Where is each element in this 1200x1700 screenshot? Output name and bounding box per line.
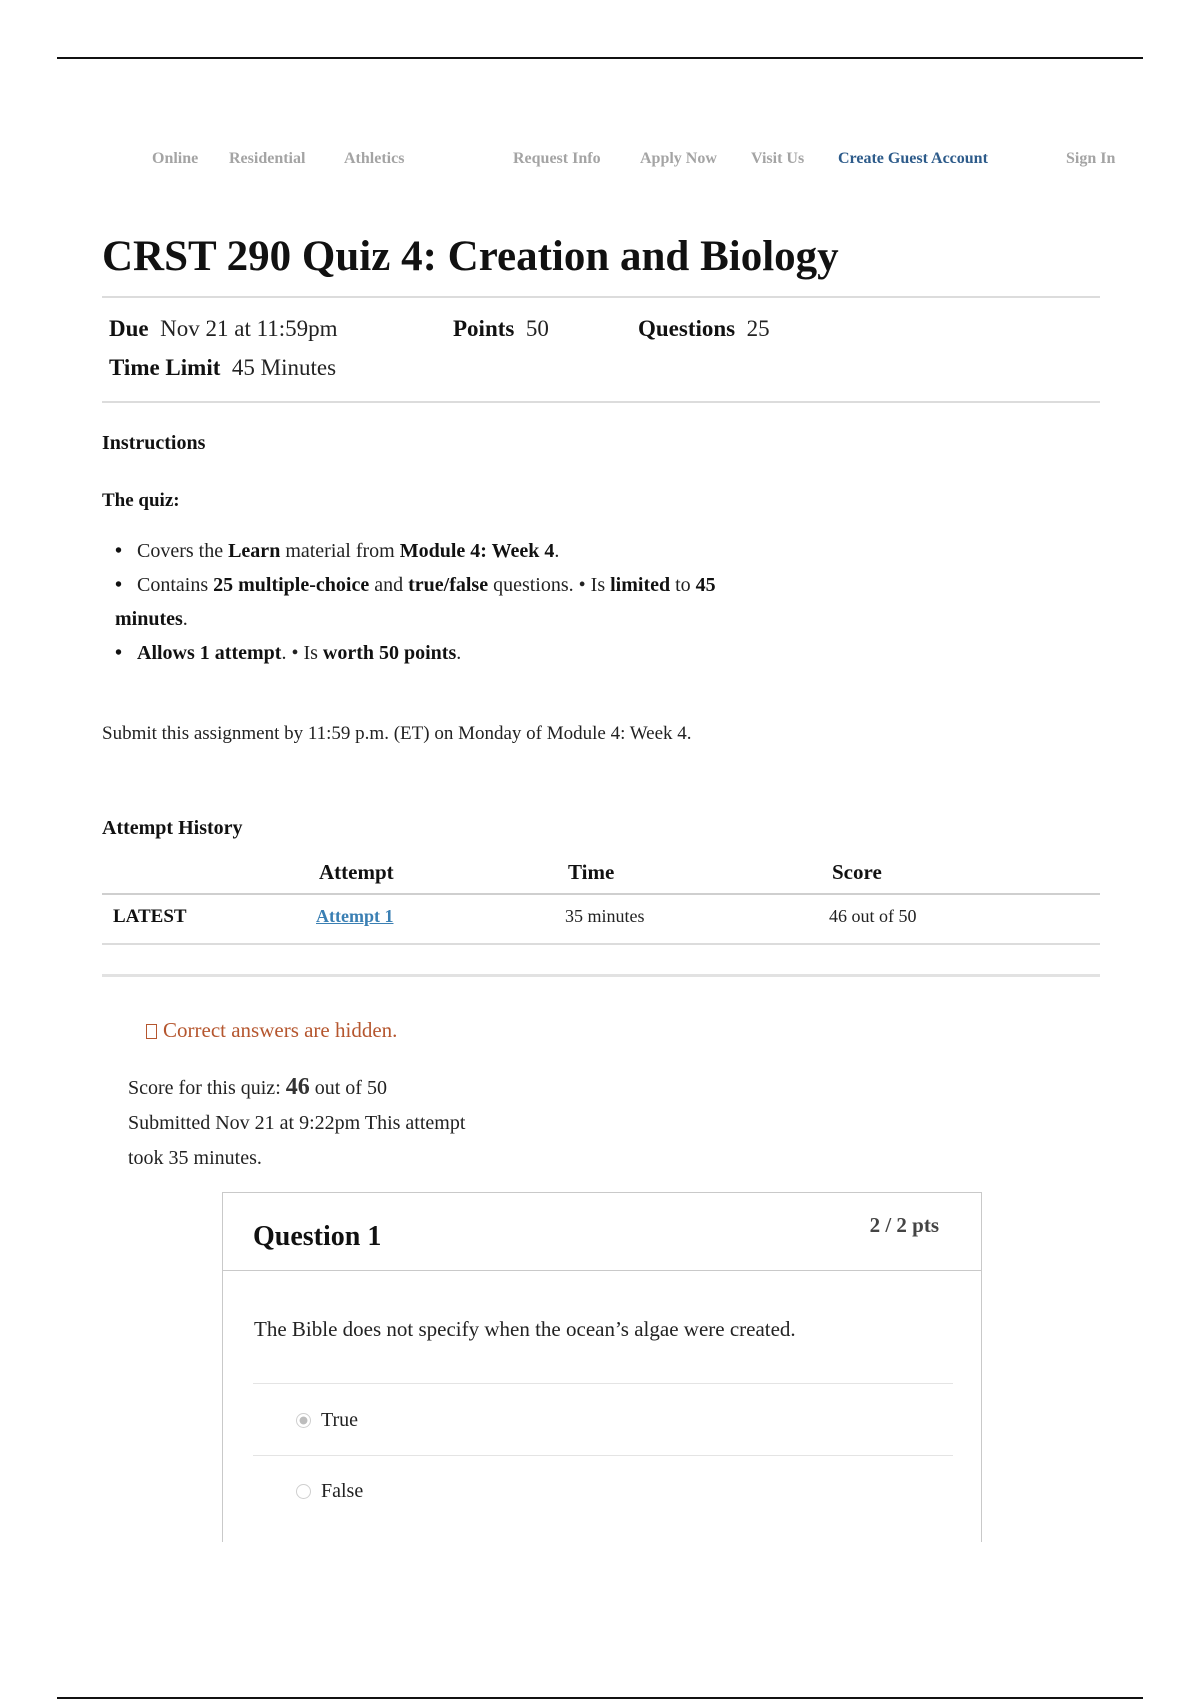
list-text-bold: Learn [228,540,281,562]
points-label: Points [453,316,515,341]
instructions-heading: Instructions [102,432,206,454]
answer-divider [253,1383,953,1384]
list-item [115,636,735,670]
time-limit-value: 45 Minutes [231,355,337,380]
nav-online[interactable]: Online [152,150,199,167]
question-points: 2 / 2 pts [869,1213,939,1237]
time-limit [109,355,336,381]
page-top-rule [57,57,1143,59]
score-cell: 46 out of 50 [829,906,917,926]
list-text: questions. • Is [488,574,611,596]
hidden-note-text: Correct answers are hidden. [163,1018,398,1042]
question-text: The Bible does not specify when the ocean’s algae were created. [254,1317,796,1341]
answer-option-true[interactable] [296,1409,358,1432]
question-title: Question 1 [253,1221,382,1252]
points-value: 50 [525,316,549,341]
answer-divider [253,1455,953,1456]
answer-label: False [321,1480,364,1502]
list-text: material from [280,540,400,562]
attempt-cell [316,906,393,927]
nav-request-info[interactable]: Request Info [513,150,601,167]
nav-residential[interactable]: Residential [229,150,306,167]
bullet-icon: • [115,574,123,596]
submitted-text: Submitted Nov 21 at 9:22pm This attempt took 35 minutes. [128,1112,466,1169]
correct-answers-hidden-notice [146,1018,397,1043]
info-icon [146,1024,157,1039]
meta-divider [102,401,1100,403]
attempt-1-link[interactable]: Attempt 1 [316,906,394,926]
questions-count [638,316,770,342]
list-text: Covers the [137,540,229,562]
list-text: . [456,642,462,664]
column-header-time: Time [568,860,615,884]
list-text: to [670,574,696,596]
bullet-icon: • [115,642,123,664]
list-item [115,568,735,636]
questions-label: Questions [638,316,736,341]
score-summary [128,1070,468,1176]
list-text: . [182,608,188,630]
page-title: CRST 290 Quiz 4: Creation and Biology [102,233,839,280]
latest-tag: LATEST [113,906,187,927]
list-text-bold: limited [610,574,671,596]
nav-sign-in[interactable]: Sign In [1066,150,1116,167]
due-label: Due [109,316,149,341]
answer-option-false[interactable] [296,1480,363,1503]
column-header-score: Score [832,860,882,884]
table-header-divider [102,893,1100,895]
list-text-bold: 25 multiple-choice [213,574,370,596]
submit-deadline-text: Submit this assignment by 11:59 p.m. (ET) on Monday of Module 4: Week 4. [102,723,692,744]
nav-athletics[interactable]: Athletics [344,150,405,167]
points [453,316,549,342]
nav-create-guest-account[interactable]: Create Guest Account [838,150,988,167]
result-divider [102,974,1100,977]
table-row-divider [102,943,1100,945]
nav-visit-us[interactable]: Visit Us [751,150,805,167]
page-bottom-rule [57,1697,1143,1699]
score-prefix: Score for this quiz: [128,1077,286,1099]
answer-label: True [321,1409,359,1431]
due-date [109,316,338,342]
list-text: Contains [137,574,214,596]
question-card [222,1192,982,1542]
list-text-bold: worth 50 points [322,642,457,664]
list-text-bold: 45 minutes [115,574,716,630]
time-cell: 35 minutes [565,906,645,926]
attempt-history-heading: Attempt History [102,817,243,839]
radio-icon[interactable] [296,1484,311,1499]
list-text-bold: Module 4: Week 4 [399,540,555,562]
question-header [223,1193,981,1271]
top-navigation [0,150,1200,174]
list-text: . • Is [281,642,323,664]
list-text-bold: true/false [408,574,489,596]
bullet-icon: • [115,540,123,562]
score-suffix: out of 50 [309,1077,387,1099]
questions-value: 25 [746,316,770,341]
title-divider [102,296,1100,298]
instructions-subheading: The quiz: [102,490,180,511]
instructions-list [115,534,735,670]
column-header-attempt: Attempt [319,860,394,884]
radio-selected-icon[interactable] [296,1413,311,1428]
list-text-bold: Allows 1 attempt [137,642,282,664]
list-item [115,534,735,568]
list-text: . [554,540,560,562]
score-value: 46 [285,1074,310,1100]
time-limit-label: Time Limit [109,355,221,380]
due-value: Nov 21 at 11:59pm [160,316,338,341]
list-text: and [369,574,409,596]
nav-apply-now[interactable]: Apply Now [640,150,717,167]
